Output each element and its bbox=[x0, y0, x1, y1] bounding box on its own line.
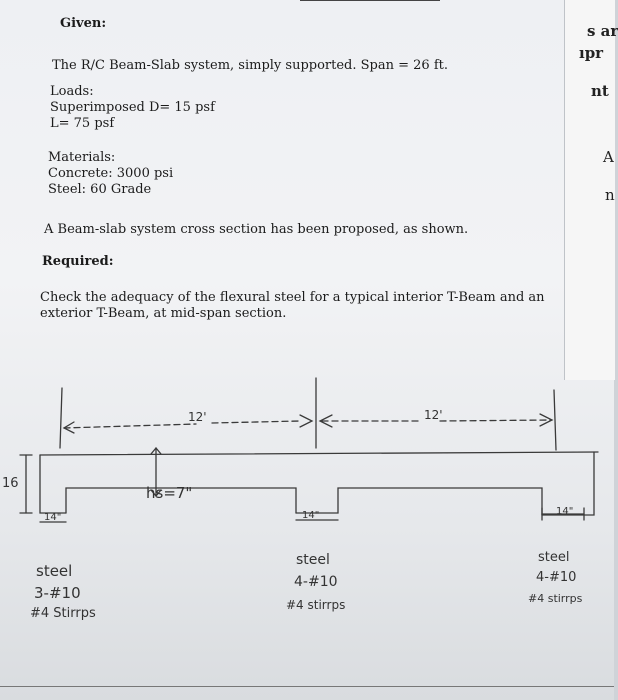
edge-fragment: A bbox=[603, 148, 614, 166]
beam-steel-label: steel bbox=[538, 550, 570, 565]
beam-bars: 4-#10 bbox=[294, 574, 338, 590]
span-right-label: 12' bbox=[424, 408, 443, 422]
dimension-line-right bbox=[440, 420, 552, 421]
edge-fragment: ıpr bbox=[579, 44, 604, 62]
edge-fragment: n bbox=[605, 186, 615, 204]
web-width-left: 14" bbox=[44, 512, 62, 523]
dead-load: Superimposed D= 15 psf bbox=[50, 100, 215, 115]
edge-fragment: s ar bbox=[587, 22, 618, 40]
materials-heading: Materials: bbox=[48, 150, 116, 165]
depth-label: 16 bbox=[2, 476, 19, 491]
beam-bars: 3-#10 bbox=[34, 584, 81, 602]
beam-bars: 4-#10 bbox=[536, 570, 577, 585]
required-text: Check the adequacy of the flexural steel for a typical interior T-Beam and an bbox=[40, 290, 545, 305]
left-beam-web bbox=[40, 455, 66, 513]
dimension-line-left bbox=[212, 421, 300, 423]
system-description: The R/C Beam-Slab system, simply supported. Span = 26 ft. bbox=[52, 58, 448, 73]
slab-top-edge bbox=[40, 452, 598, 455]
beam-stirrups: #4 stirrps bbox=[286, 598, 346, 612]
concrete-strength: Concrete: 3000 psi bbox=[48, 166, 174, 181]
required-text: exterior T-Beam, at mid-span section. bbox=[40, 306, 287, 321]
edge-fragment: nt bbox=[591, 82, 609, 100]
middle-beam-web bbox=[296, 488, 542, 515]
cross-section-note: A Beam-slab system cross section has been proposed, as shown. bbox=[44, 222, 469, 237]
given-heading: Given: bbox=[60, 16, 107, 31]
centerline-right bbox=[554, 390, 556, 450]
beam-steel-label: steel bbox=[296, 552, 330, 568]
required-heading: Required: bbox=[42, 254, 114, 269]
beam-stirrups: #4 stirrps bbox=[528, 592, 583, 605]
slab-thickness-label: hs=7" bbox=[146, 484, 193, 502]
dimension-line-left bbox=[64, 424, 196, 428]
beam-stirrups: #4 Stirrps bbox=[30, 606, 96, 621]
web-width-mid: 14" bbox=[302, 510, 320, 521]
web-width-right: 14" bbox=[556, 506, 574, 517]
loads-heading: Loads: bbox=[50, 84, 94, 99]
bottom-rule bbox=[0, 686, 614, 687]
arrowhead bbox=[300, 415, 312, 427]
centerline-left bbox=[60, 388, 62, 448]
span-left-label: 12' bbox=[188, 410, 207, 424]
steel-grade: Steel: 60 Grade bbox=[48, 182, 152, 197]
beam-steel-label: steel bbox=[36, 562, 73, 580]
live-load: L= 75 psf bbox=[50, 116, 115, 131]
